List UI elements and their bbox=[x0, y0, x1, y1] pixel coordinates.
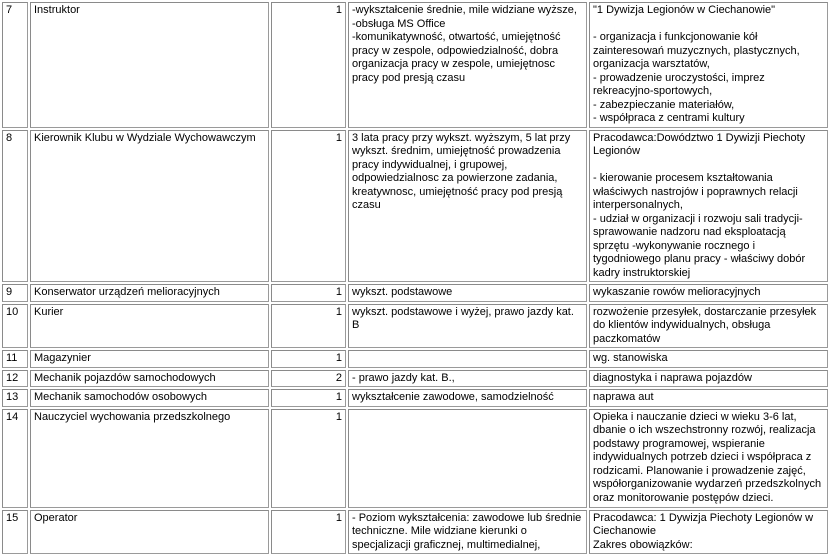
table-row bbox=[2, 130, 828, 283]
position-count: 1 bbox=[271, 510, 346, 555]
position-count: 2 bbox=[271, 370, 346, 388]
requirements: wykszt. podstawowe i wyżej, prawo jazdy kat. B bbox=[348, 304, 587, 349]
table-row bbox=[2, 284, 828, 302]
requirements: -wykształcenie średnie, mile widziane wyższe, -obsługa MS Office -komunikatywność, otwartość, umiejętność pracy w zespole, odpowiedzialność, dobra organizacja pracy w zespole, umiejętnosc pracy pod presją czasu bbox=[348, 2, 587, 128]
duties: "1 Dywizja Legionów w Ciechanowie" - organizacja i funkcjonowanie kół zainteresowań muzycznych, plastycznych, organizacja warsztatów, - prowadzenie uroczystości, imprez rekreacyjno-sportowych, - zabezpieczanie materiałów, - współpraca z centrami kultury bbox=[589, 2, 828, 128]
duties: Opieka i nauczanie dzieci w wieku 3-6 lat, dbanie o ich wszechstronny rozwój, realizacja podstawy programowej, wspieranie indywidualnych potrzeb dzieci i współpraca z rodzicami. Planowanie i prowadzenie zajęć, współorganizowanie wydarzeń przedszkolnych oraz monitorowanie postępów dzieci. bbox=[589, 409, 828, 508]
position-name: Kierownik Klubu w Wydziale Wychowawczym bbox=[30, 130, 269, 283]
position-name: Magazynier bbox=[30, 350, 269, 368]
table-row bbox=[2, 304, 828, 349]
duties: rozwożenie przesyłek, dostarczanie przesyłek do klientów indywidualnych, obsługa paczkomatów bbox=[589, 304, 828, 349]
row-number: 15 bbox=[2, 510, 28, 555]
position-name: Nauczyciel wychowania przedszkolnego bbox=[30, 409, 269, 508]
duties: diagnostyka i naprawa pojazdów bbox=[589, 370, 828, 388]
duties: naprawa aut bbox=[589, 389, 828, 407]
position-count: 1 bbox=[271, 350, 346, 368]
position-name: Operator bbox=[30, 510, 269, 555]
table-row bbox=[2, 510, 828, 555]
position-name: Instruktor bbox=[30, 2, 269, 128]
position-name: Mechanik pojazdów samochodowych bbox=[30, 370, 269, 388]
requirements: - Poziom wykształcenia: zawodowe lub średnie techniczne. Mile widziane kierunki o specjalizacji graficznej, multimedialnej, bbox=[348, 510, 587, 555]
table-row bbox=[2, 409, 828, 508]
position-count: 1 bbox=[271, 130, 346, 283]
requirements: wykszt. podstawowe bbox=[348, 284, 587, 302]
row-number: 14 bbox=[2, 409, 28, 508]
position-count: 1 bbox=[271, 389, 346, 407]
table-row bbox=[2, 2, 828, 128]
row-number: 11 bbox=[2, 350, 28, 368]
requirements: wykształcenie zawodowe, samodzielność bbox=[348, 389, 587, 407]
duties: Pracodawca:Dowództwo 1 Dywizji Piechoty Legionów - kierowanie procesem kształtowania właściwych nastrojów i poprawnych relacji interpersonalnych, - udział w organizacji i rozwoju sali tradycji-sprawowanie nadzoru nad eksploatacją sprzętu -wykonywanie rocznego i tygodniowego planu pracy - właściwy dobór kadry instruktorskiej bbox=[589, 130, 828, 283]
table-row bbox=[2, 370, 828, 388]
position-count: 1 bbox=[271, 284, 346, 302]
row-number: 10 bbox=[2, 304, 28, 349]
position-count: 1 bbox=[271, 409, 346, 508]
requirements: - prawo jazdy kat. B., bbox=[348, 370, 587, 388]
requirements bbox=[348, 409, 587, 508]
position-name: Mechanik samochodów osobowych bbox=[30, 389, 269, 407]
row-number: 12 bbox=[2, 370, 28, 388]
position-name: Kurier bbox=[30, 304, 269, 349]
duties: Pracodawca: 1 Dywizja Piechoty Legionów w Ciechanowie Zakres obowiązków: bbox=[589, 510, 828, 555]
table-row bbox=[2, 350, 828, 368]
row-number: 9 bbox=[2, 284, 28, 302]
position-count: 1 bbox=[271, 304, 346, 349]
requirements: 3 lata pracy przy wykszt. wyższym, 5 lat przy wykszt. średnim, umiejętność prowadzenia pracy indywidualnej, i grupowej, odpowiedzialnosc za powierzone zadania, kreatywnosc, umiejętność pracy pod presją czasu bbox=[348, 130, 587, 283]
row-number: 7 bbox=[2, 2, 28, 128]
row-number: 8 bbox=[2, 130, 28, 283]
duties: wykaszanie rowów melioracyjnych bbox=[589, 284, 828, 302]
position-name: Konserwator urządzeń melioracyjnych bbox=[30, 284, 269, 302]
requirements bbox=[348, 350, 587, 368]
row-number: 13 bbox=[2, 389, 28, 407]
table-row bbox=[2, 389, 828, 407]
duties: wg. stanowiska bbox=[589, 350, 828, 368]
position-count: 1 bbox=[271, 2, 346, 128]
